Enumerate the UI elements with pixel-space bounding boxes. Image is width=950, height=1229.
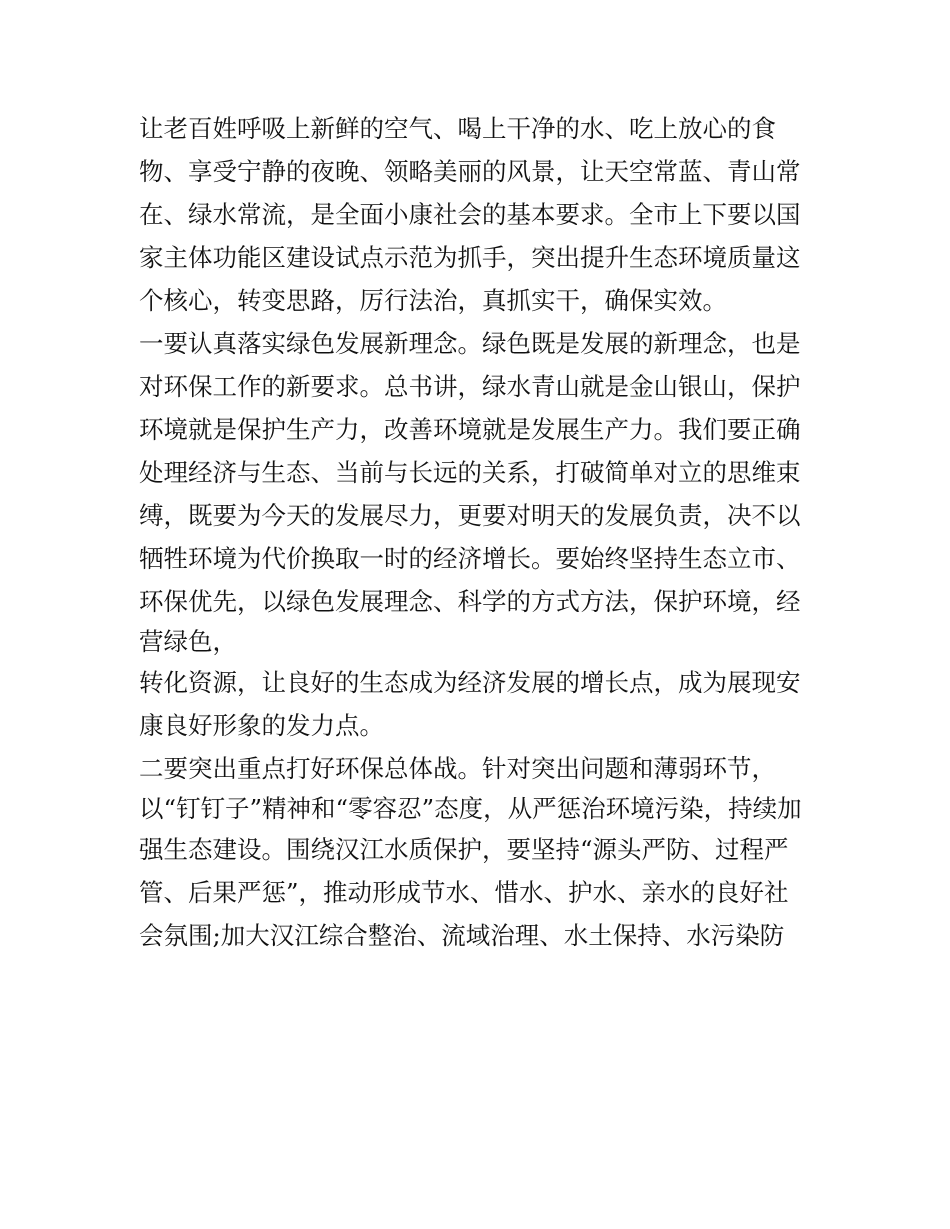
document-body [139, 107, 819, 957]
text-line: 二要突出重点打好环保总体战。针对突出问题和薄弱环节， [139, 754, 776, 783]
text-line: 牺牲环境为代价换取一时的经济增长。要始终坚持生态立市、 [139, 544, 801, 573]
text-line: 环境就是保护生产力，改善环境就是发展生产力。我们要正确 [139, 415, 801, 444]
text-line: 康良好形象的发力点。 [139, 711, 384, 740]
text-line: 处理经济与生态、当前与长远的关系，打破简单对立的思维束 [139, 458, 801, 487]
text-line: 物、享受宁静的夜晚、领略美丽的风景，让天空常蓝、青山常 [139, 157, 801, 186]
text-line: 环保优先，以绿色发展理念、科学的方式方法，保护环境，经 [139, 587, 801, 616]
text-line: 对环保工作的新要求。总书讲，绿水青山就是金山银山，保护 [139, 372, 801, 401]
text-line: 让老百姓呼吸上新鲜的空气、喝上干净的水、吃上放心的食 [139, 114, 776, 143]
text-line: 营绿色， [139, 627, 237, 656]
text-line: 缚，既要为今天的发展尽力，更要对明天的发展负责，决不以 [139, 501, 801, 530]
text-line: 在、绿水常流，是全面小康社会的基本要求。全市上下要以国 [139, 200, 801, 229]
text-line: 以“钉钉子”精神和“零容忍”态度，从严惩治环境污染，持续加 [139, 794, 802, 823]
text-line: 管、后果严惩”，推动形成节水、惜水、护水、亲水的良好社 [139, 878, 789, 907]
text-line: 转化资源，让良好的生态成为经济发展的增长点，成为展现安 [139, 668, 801, 697]
text-line: 个核心，转变思路，厉行法治，真抓实干，确保实效。 [139, 286, 727, 315]
text-line: 一要认真落实绿色发展新理念。绿色既是发展的新理念，也是 [139, 329, 801, 358]
text-line: 家主体功能区建设试点示范为抓手，突出提升生态环境质量这 [139, 243, 801, 272]
text-line: 会氛围;加大汉江综合整治、流域治理、水土保持、水污染防 [139, 921, 785, 950]
text-line: 强生态建设。围绕汉江水质保护，要坚持“源头严防、过程严 [139, 835, 789, 864]
